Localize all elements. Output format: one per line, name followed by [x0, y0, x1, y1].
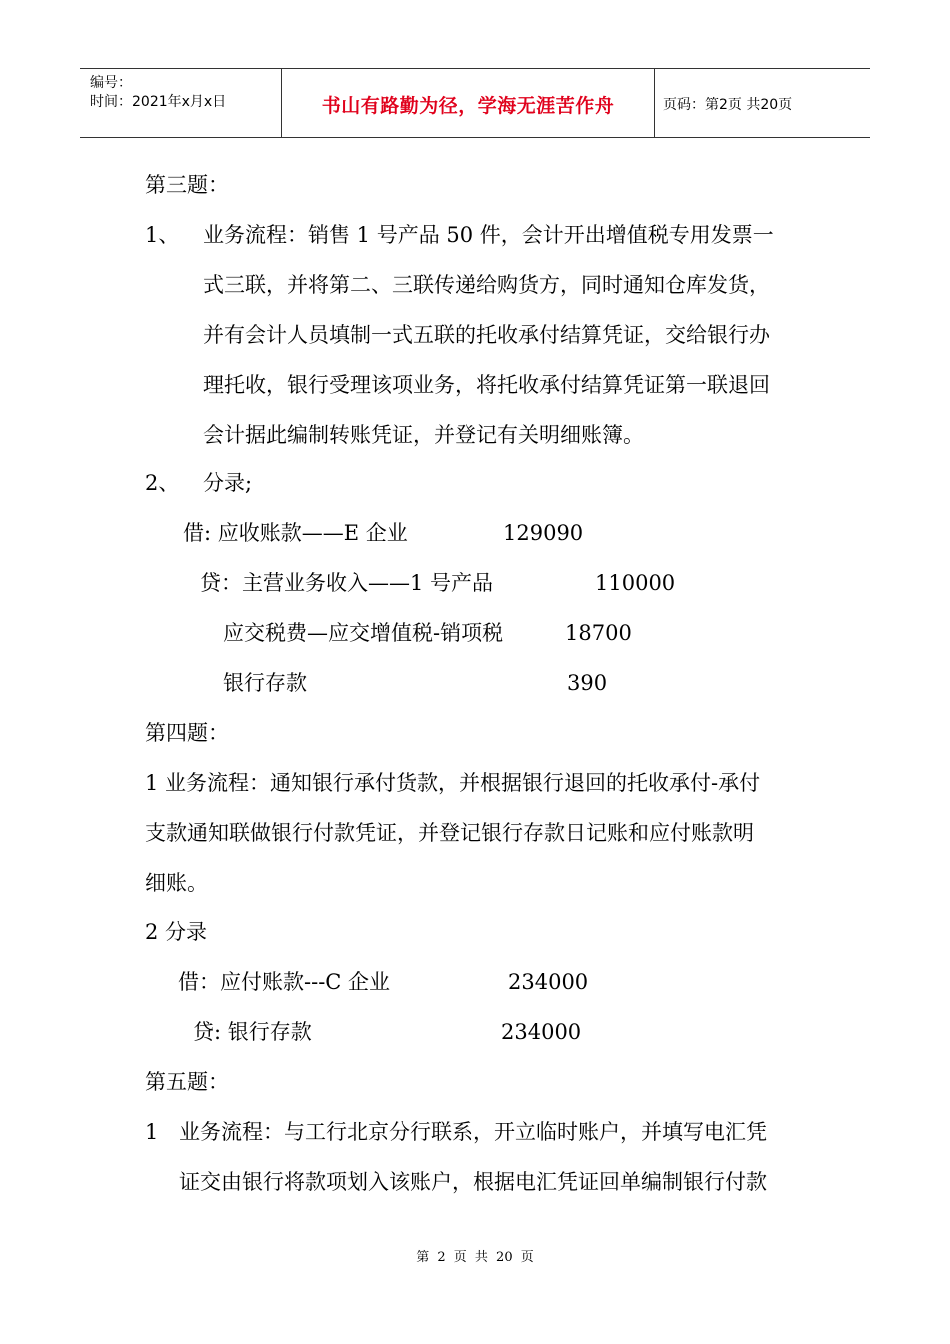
header-left-cell [80, 69, 282, 137]
journal-amount: 390 [567, 671, 608, 695]
q3-item1-line: 式三联，并将第二、三联传递给购货方，同时通知仓库发货， [203, 273, 770, 297]
q5-item1-number: 1 [145, 1120, 159, 1144]
page-footer: 第 2 页 共 20 页 [416, 1250, 534, 1265]
journal-account: 贷: 银行存款 [193, 1020, 312, 1044]
journal-amount: 129090 [503, 521, 584, 545]
q3-item1-line: 业务流程：销售 1 号产品 50 件，会计开出增值税专用发票一 [203, 223, 774, 247]
q4-line: 细账。 [145, 871, 208, 895]
journal-amount: 234000 [501, 1020, 582, 1044]
journal-account: 银行存款 [223, 671, 307, 695]
journal-amount: 110000 [595, 571, 676, 595]
q3-item2-text: 分录; [203, 471, 253, 495]
q5-title: 第五题： [145, 1070, 229, 1094]
header-right-cell [655, 69, 870, 137]
number-label: 编号： [90, 75, 132, 91]
q5-item1-line: 证交由银行将款项划入该账户，根据电汇凭证回单编制银行付款 [179, 1170, 767, 1194]
journal-account: 应交税费—应交增值税-销项税 [223, 621, 504, 645]
q5-item1-line: 业务流程：与工行北京分行联系，开立临时账户，并填写电汇凭 [179, 1120, 767, 1144]
q4-line: 1 业务流程：通知银行承付货款，并根据银行退回的托收承付-承付 [145, 771, 761, 795]
journal-account: 贷：主营业务收入——1 号产品 [200, 571, 494, 595]
journal-account: 借: 应收账款——E 企业 [183, 521, 408, 545]
q3-item1-line: 并有会计人员填制一式五联的托收承付结算凭证，交给银行办 [203, 323, 770, 347]
journal-amount: 18700 [565, 621, 632, 645]
q4-entry-title: 2 分录 [145, 920, 208, 944]
q3-item1-number: 1、 [145, 223, 180, 247]
journal-account: 借：应付账款---C 企业 [178, 970, 391, 994]
q3-item1-line: 理托收，银行受理该项业务，将托收承付结算凭证第一联退回 [203, 373, 770, 397]
journal-amount: 234000 [508, 970, 589, 994]
page-info: 页码：第2页 共20页 [663, 97, 793, 113]
time-label: 时间：2021年x月x日 [90, 94, 227, 110]
header-motto-cell [282, 69, 655, 137]
motto-text: 书山有路勤为径，学海无涯苦作舟 [321, 95, 615, 117]
q3-item1-line: 会计据此编制转账凭证，并登记有关明细账簿。 [203, 423, 644, 447]
q4-title: 第四题： [145, 721, 229, 745]
q3-item2-number: 2、 [145, 471, 180, 495]
page-header [80, 68, 870, 138]
q4-line: 支款通知联做银行付款凭证，并登记银行存款日记账和应付账款明 [145, 821, 754, 845]
q3-title: 第三题： [145, 173, 229, 197]
